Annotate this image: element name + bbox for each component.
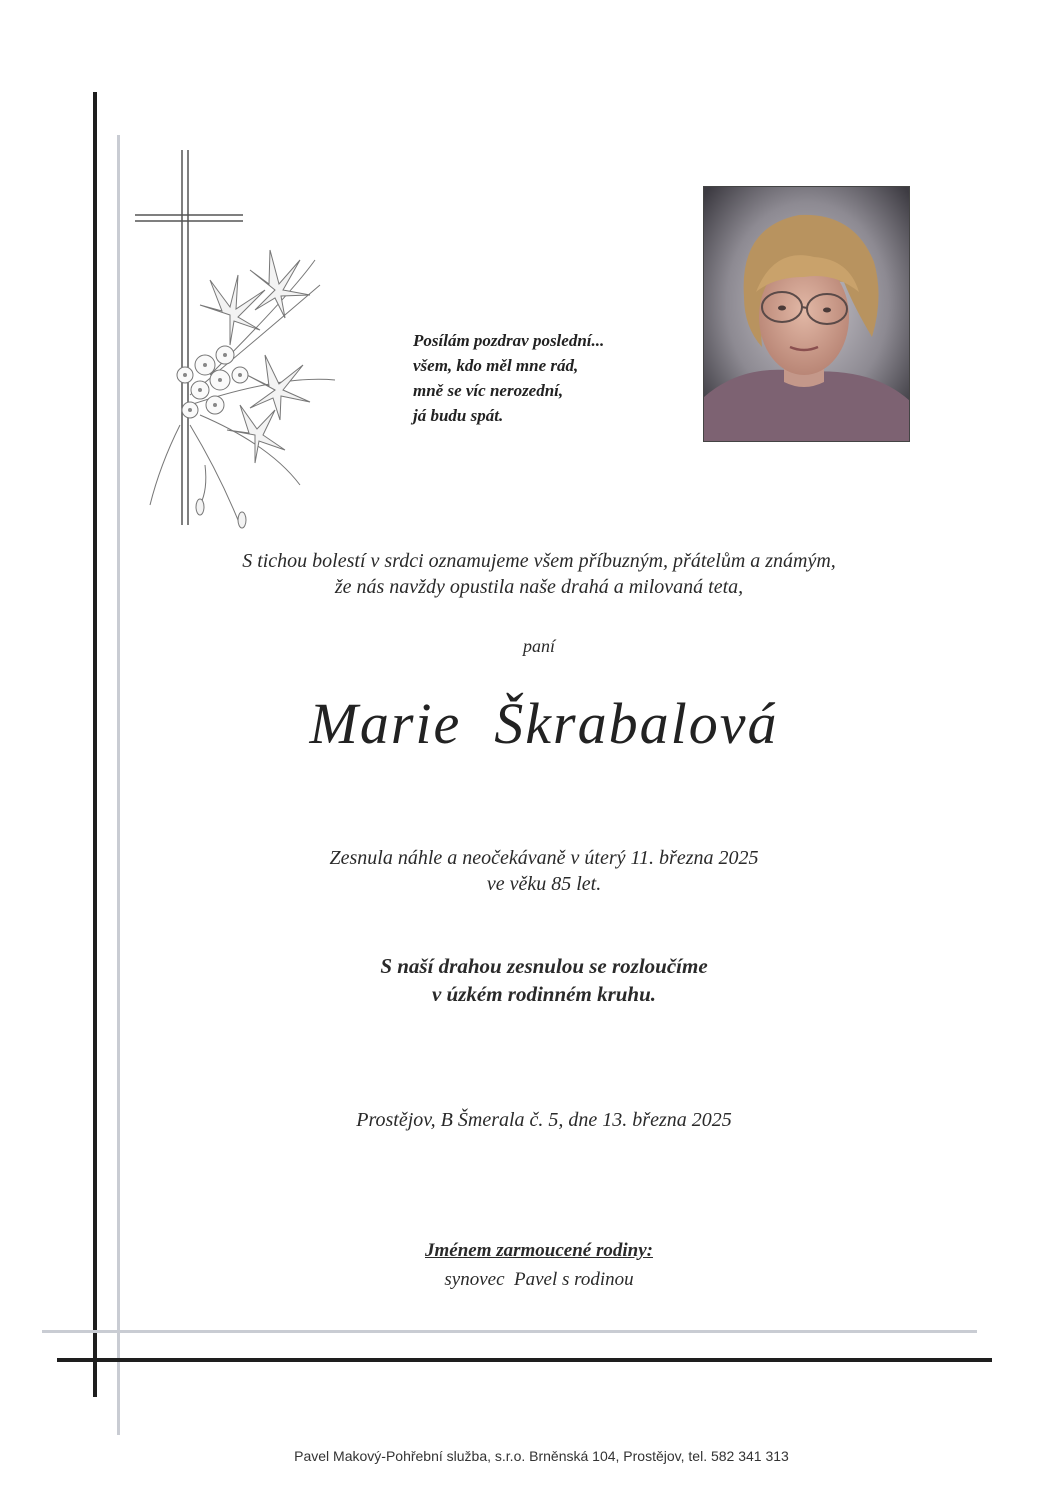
poem-line: všem, kdo měl mne rád,: [413, 356, 579, 375]
farewell-line: S naší drahou zesnulou se rozloučíme: [380, 954, 708, 978]
poem: [413, 328, 604, 428]
border-line-horizontal-light: [42, 1330, 977, 1333]
death-info: [0, 845, 1058, 897]
border-line-horizontal-dark: [57, 1358, 992, 1362]
portrait-photo: [703, 186, 910, 442]
cross-with-lilies-icon: [130, 145, 360, 540]
intro-line: že nás navždy opustila naše drahá a milovaná teta,: [334, 576, 744, 598]
deceased-name: Marie Škrabalová: [309, 691, 779, 756]
death-line: Zesnula náhle a neočekávaně v úterý 11. března 2025: [329, 847, 759, 869]
place-and-date: Prostějov, B Šmerala č. 5, dne 13. března 2025: [356, 1109, 732, 1131]
poem-line: mně se víc nerozední,: [413, 381, 564, 400]
funeral-service-footer: Pavel Makový-Pohřební služba, s.r.o. Brněnská 104, Prostějov, tel. 582 341 313: [294, 1448, 789, 1464]
farewell-info: [0, 952, 1058, 1008]
farewell-line: v úzkém rodinném kruhu.: [431, 982, 657, 1006]
lily-bouquet-icon: [150, 250, 335, 528]
cross-icon: [135, 150, 243, 525]
poem-line: já budu spát.: [413, 406, 504, 425]
announcement-intro: [0, 548, 1058, 600]
death-line: ve věku 85 let.: [486, 873, 602, 895]
salutation: paní: [522, 636, 555, 656]
intro-line: S tichou bolestí v srdci oznamujeme všem příbuzným, přátelům a známým,: [242, 550, 836, 572]
family-heading: Jménem zarmoucené rodiny:: [425, 1240, 653, 1261]
poem-line: Posílám pozdrav poslední...: [413, 331, 605, 350]
family-members: synovec Pavel s rodinou: [444, 1269, 634, 1290]
